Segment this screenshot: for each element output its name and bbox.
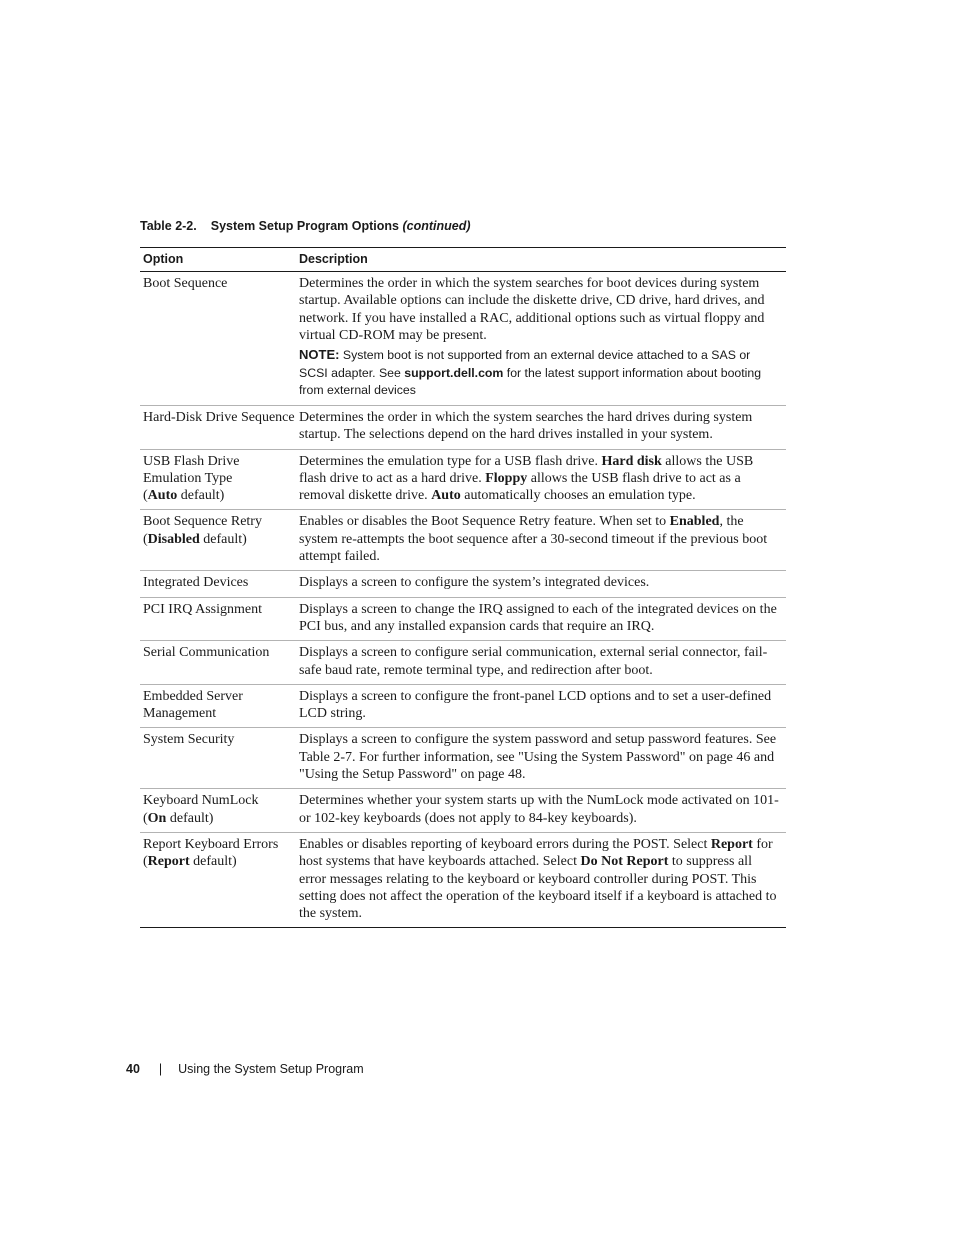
table-row (140, 405, 786, 449)
option-name: Boot Sequence (143, 276, 228, 291)
description-cell (299, 574, 786, 591)
table-row (140, 272, 786, 405)
table-row (140, 597, 786, 641)
note-label: NOTE: (299, 347, 340, 363)
table-row (140, 684, 786, 728)
option-cell (140, 601, 299, 636)
description-text (299, 836, 782, 922)
description-text: Displays a screen to configure the front-panel LCD options and to set a user-defined LCD string. (299, 688, 772, 722)
description-fragment: Enables or disables reporting of keyboard errors during the POST. Select (299, 836, 711, 852)
description-cell (299, 644, 786, 679)
page-footer (126, 1062, 364, 1076)
option-name: Keyboard NumLock (143, 793, 259, 809)
description-cell (299, 601, 786, 636)
description-keyword: Hard disk (601, 453, 662, 469)
table-number: Table 2-2. (140, 219, 197, 233)
description-cell (299, 453, 786, 505)
option-default-value: Report (147, 854, 190, 870)
option-name: Integrated Devices (143, 575, 249, 591)
option-name: Hard-Disk Drive Sequence (143, 409, 295, 425)
note-text: System boot is not supported from an external device attached to a SAS or SCSI adapter. See (299, 348, 751, 380)
option-name: Embedded Server Management (143, 688, 243, 722)
description-keyword: Enabled (669, 514, 720, 530)
note-box (299, 346, 782, 400)
option-default (143, 853, 299, 870)
option-cell (140, 453, 299, 505)
table-title: System Setup Program Options (210, 219, 399, 233)
option-name: PCI IRQ Assignment (143, 601, 263, 617)
option-cell (140, 644, 299, 679)
option-name: Serial Communication (143, 645, 270, 661)
description-text (299, 453, 782, 505)
option-default (143, 487, 299, 504)
description-keyword: Do Not Report (580, 854, 669, 870)
option-default-open: ( (143, 810, 148, 826)
description-cell (299, 513, 786, 565)
table-row (140, 640, 786, 684)
description-text: Displays a screen to configure the system’s integrated devices. (299, 575, 650, 591)
note-text: for the latest support information about booting from external devices (299, 365, 762, 398)
option-name: USB Flash Drive (143, 453, 240, 469)
option-default-value: On (147, 810, 167, 826)
description-keyword: Floppy (485, 470, 528, 486)
description-fragment: to suppress all error messages relating to the keyboard or keyboard controller during POST. This setting does not affect the operation of the keyboard itself if a keyboard is attached to the system. (299, 854, 777, 922)
option-default-open: ( (143, 854, 148, 870)
option-cell (140, 574, 299, 591)
description-fragment: Determines the emulation type for a USB flash drive. (299, 453, 602, 469)
description-cell (299, 836, 786, 922)
table-caption (140, 219, 471, 233)
description-cell (299, 275, 786, 400)
table-row (140, 509, 786, 570)
option-default-suffix: default) (199, 531, 247, 547)
table-row (140, 832, 786, 927)
note-link: support.dell.com (404, 365, 504, 380)
description-fragment: , the system re-attempts the boot sequence after a 30-second timeout if the previous boot attempt failed. (299, 514, 768, 565)
description-fragment: allows the USB flash drive to act as a hard drive. (299, 453, 754, 486)
option-default-open: ( (143, 488, 148, 504)
header-option: Option (143, 252, 184, 266)
option-name: Emulation Type (143, 470, 233, 486)
page-number: 40 (126, 1062, 140, 1076)
description-fragment: allows the USB flash drive to act as a removal diskette drive. (299, 470, 741, 504)
option-default-suffix: default) (189, 854, 237, 870)
description-fragment: Determines whether your system starts up with the NumLock mode activated on 101- or 102-key keyboards (does not apply to 84-key keyboards). (299, 793, 779, 826)
description-text: Displays a screen to configure serial communication, external serial connector, fail-safe baud rate, remote terminal type, and redirection after boot. (299, 645, 768, 678)
option-cell (140, 836, 299, 922)
footer-section-title: Using the System Setup Program (178, 1062, 364, 1076)
description-fragment: automatically chooses an emulation type. (460, 488, 696, 504)
description-fragment: for host systems that have keyboards attached. Select (299, 836, 773, 870)
option-default (143, 531, 299, 548)
table-row (140, 449, 786, 510)
option-default-open: ( (143, 531, 148, 547)
option-cell (140, 275, 299, 400)
table-row (140, 570, 786, 596)
option-cell (140, 792, 299, 827)
description-text: Determines the order in which the system searches for boot devices during system startup. Available options can include the diskette drive, CD drive, hard drives, and network. If you have installed a RAC, additional options such as virtual floppy and virtual CD-ROM may be present. (299, 276, 765, 343)
description-text (299, 513, 782, 565)
header-description: Description (299, 252, 368, 266)
table-row (140, 727, 786, 788)
options-table (140, 247, 786, 928)
option-default-value: Disabled (147, 531, 200, 547)
option-name: Boot Sequence Retry (143, 514, 262, 530)
table-continued-label: (continued) (402, 219, 471, 233)
description-cell (299, 688, 786, 723)
description-text: Displays a screen to change the IRQ assigned to each of the integrated devices on the PCI bus, and any installed expansion cards that require an IRQ. (299, 601, 777, 634)
option-default-suffix: default) (177, 488, 225, 504)
option-name: Report Keyboard Errors (143, 836, 279, 852)
option-default-value: Auto (147, 488, 178, 504)
option-cell (140, 409, 299, 444)
option-default-suffix: default) (166, 810, 214, 826)
description-cell (299, 409, 786, 444)
option-default (143, 810, 299, 827)
table-header-row (140, 248, 786, 272)
description-text: Displays a screen to configure the system password and setup password features. See Table 2-7. For further information, see "Using the System Password" on page 46 and "Using the Setup Password" on page 48. (299, 732, 777, 783)
option-cell (140, 731, 299, 783)
option-cell (140, 688, 299, 723)
description-fragment: Enables or disables the Boot Sequence Retry feature. When set to (299, 514, 670, 530)
option-cell (140, 513, 299, 565)
description-keyword: Report (710, 836, 753, 852)
table-body (140, 272, 786, 927)
description-cell (299, 731, 786, 783)
footer-separator: | (158, 1062, 163, 1076)
description-text (299, 792, 782, 827)
description-cell (299, 792, 786, 827)
table-row (140, 788, 786, 832)
description-text: Determines the order in which the system searches the hard drives during system startup. The selections depend on the hard drives installed in your system. (299, 409, 753, 443)
description-keyword: Auto (431, 488, 461, 504)
option-name: System Security (143, 732, 235, 748)
